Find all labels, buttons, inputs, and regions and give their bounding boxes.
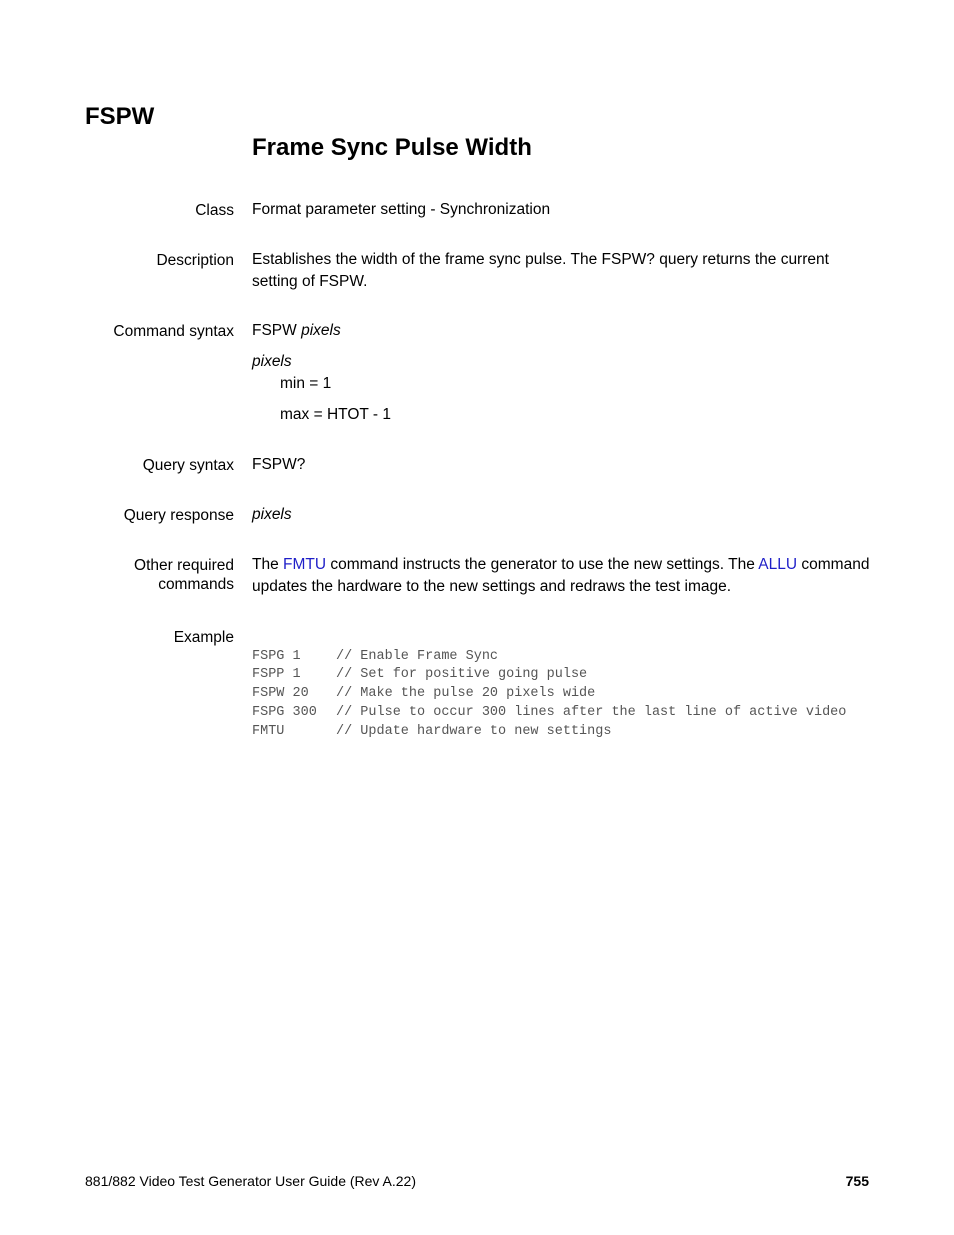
query-response-label: Query response (123, 507, 234, 524)
page-title: Frame Sync Pulse Width (252, 134, 532, 161)
other-required-label-line1: Other required (134, 557, 234, 574)
code-command: FSPP 1 (252, 667, 301, 683)
class-label: Class (195, 202, 234, 219)
example-label: Example (173, 629, 234, 646)
command-syntax-label: Command syntax (113, 323, 234, 340)
other-required-text (252, 554, 872, 598)
example-code-block (252, 629, 846, 760)
query-syntax-value: FSPW? (252, 456, 306, 473)
code-line (252, 685, 846, 704)
code-command: FSPG 300 (252, 704, 317, 720)
param-max: max = HTOT - 1 (280, 406, 391, 423)
code-line (252, 723, 846, 742)
code-comment: // Enable Frame Sync (336, 648, 499, 664)
code-comment: // Pulse to occur 300 lines after the last line of active video (336, 704, 847, 720)
code-comment: // Set for positive going pulse (336, 667, 588, 683)
code-line (252, 666, 846, 685)
command-name: FSPW (85, 103, 155, 130)
command-syntax-param: pixels (301, 322, 341, 339)
code-line (252, 648, 846, 667)
code-command: FSPG 1 (252, 648, 301, 664)
class-value: Format parameter setting - Synchronization (252, 201, 551, 218)
description-label: Description (156, 252, 234, 269)
param-heading: pixels (252, 353, 292, 370)
other-required-text2: command instructs the generator to use the new settings. The (326, 556, 759, 573)
other-required-label-line2: commands (158, 576, 234, 593)
param-min: min = 1 (280, 375, 332, 392)
other-required-text3: command updates the hardware to the new settings and redraws the test image. (252, 556, 870, 595)
code-comment: // Make the pulse 20 pixels wide (336, 686, 596, 702)
code-command: FSPW 20 (252, 686, 309, 702)
fmtu-link[interactable]: FMTU (283, 556, 327, 573)
code-line (252, 704, 846, 723)
other-required-label (74, 556, 234, 594)
code-command: FMTU (252, 723, 285, 739)
other-required-text1: The (252, 556, 284, 573)
page-number: 755 (845, 1173, 869, 1189)
query-response-value: pixels (252, 506, 292, 523)
description-text: Establishes the width of the frame sync pulse. The FSPW? query returns the current setting of FSPW. (252, 251, 829, 290)
allu-link[interactable]: ALLU (758, 556, 798, 573)
command-syntax-value (252, 320, 882, 342)
code-comment: // Update hardware to new settings (336, 723, 612, 739)
footer-guide-title: 881/882 Video Test Generator User Guide (Rev A.22) (85, 1173, 417, 1189)
command-syntax-command: FSPW (252, 322, 297, 339)
query-syntax-label: Query syntax (142, 457, 234, 474)
